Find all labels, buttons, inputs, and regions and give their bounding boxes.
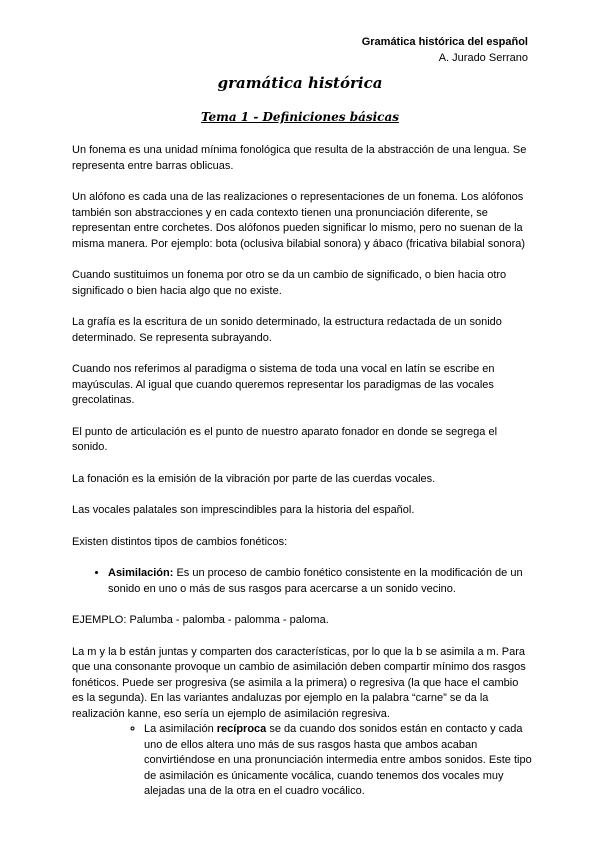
paragraph-fonema: Un fonema es una unidad mínima fonológica que resulta de la abstracción de una lengua. Se representa entre barras oblicuas. <box>72 144 527 172</box>
author-name: A. Jurado Serrano <box>438 52 528 64</box>
list-item-reciproca <box>144 722 532 800</box>
definition-asimilacion: Es un proceso de cambio fonético consistente en la modificación de un sonido en uno o más de sus rasgos para acercarse a un sonido vecino. <box>108 567 523 595</box>
paragraph-palatales: Las vocales palatales son imprescindibles para la historia del español. <box>72 504 415 516</box>
reciproca-after: se da cuando dos sonidos están en contacto y cada uno de ellos altera uno más de sus rasgos hasta que ambos acaban convirtiéndose en una pronunciación intermedia entre ambos sonidos. Este tipo de asimilación es únicamente vocálica, cuando tenemos dos vocales muy alejadas una de la otra en el cuadro vocálico. <box>144 723 532 797</box>
section-heading: Tema 1 - Definiciones básicas <box>200 110 400 124</box>
paragraph-tipos: Existen distintos tipos de cambios fonéticos: <box>72 535 288 548</box>
paragraph-paradigma: Cuando nos referimos al paradigma o sistema de toda una vocal en latín se escribe en mayúsculas. Al igual que cuando queremos representar los paradigmas de las vocales grecolatinas. <box>72 363 495 406</box>
paragraph-alofono: Un alófono es cada una de las realizaciones o representaciones de un fonema. Los alófonos también son abstracciones y en cada contexto tienen una pronunciación diferente, se representan entre corchetes. Dos alófonos pueden significar lo mismo, pero no suenan de la misma manera. Por ejemplo: bota (oclusiva bilabial sonora) y ábaco (fricativa bilabial sonora) <box>72 191 526 250</box>
paragraph-cambio: Cuando sustituimos un fonema por otro se da un cambio de significado, o bien hacia otro significado o bien hacia algo que no existe. <box>72 269 507 297</box>
bullet-list <box>72 566 532 597</box>
reciproca-before: La asimilación <box>144 723 217 735</box>
list-item-asimilacion <box>108 566 532 597</box>
page-header <box>362 34 528 66</box>
paragraph-fonacion: La fonación es la emisión de la vibración por parte de las cuerdas vocales. <box>72 472 436 485</box>
sub-bullet-list <box>72 722 532 800</box>
document-body <box>72 143 532 800</box>
document-title: gramática histórica <box>217 74 383 92</box>
paragraph-asimilacion-explicacion: La m y la b están juntas y comparten dos características, por lo que la b se asimila a m. Para que una consonante provoque un cambio de asimilación deben compartir mínimo dos rasgos fonéticos. Puede ser progresiva (se asimila a la primera) o regresiva (la que hace el cambio es la segunda). En las variantes andaluzas por ejemplo en la palabra “carne” se da la realización kanne, eso sería un ejemplo de asimilación regresiva. <box>72 645 526 720</box>
paragraph-articulacion: El punto de articulación es el punto de nuestro aparato fonador en donde se segrega el sonido. <box>72 425 498 453</box>
paragraph-ejemplo: EJEMPLO: Palumba - palomba - palomma - paloma. <box>72 614 329 626</box>
course-title: Gramática histórica del español <box>361 36 528 48</box>
term-asimilacion: Asimilación: <box>108 567 174 579</box>
term-reciproca: recíproca <box>216 723 267 735</box>
paragraph-grafia: La grafía es la escritura de un sonido determinado, la estructura redactada de un sonido determinado. Se representa subrayando. <box>72 316 502 344</box>
